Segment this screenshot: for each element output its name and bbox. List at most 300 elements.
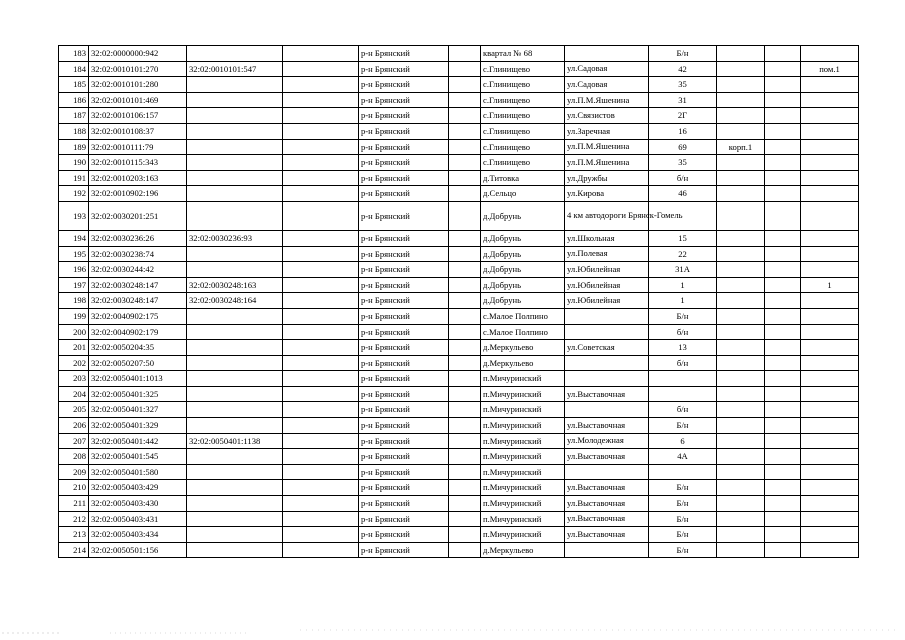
building-cell xyxy=(717,464,765,480)
related-cadastral-number-cell xyxy=(187,449,283,465)
room-cell xyxy=(801,92,859,108)
blank-cell-cell xyxy=(765,496,801,512)
street-cell: ул.Школьная xyxy=(565,230,649,246)
district-cell: р-н Брянский xyxy=(359,324,449,340)
street-cell: ул.Молодежная xyxy=(565,433,649,449)
house-number-cell: 22 xyxy=(649,246,717,262)
table-row xyxy=(59,46,859,62)
locality-cell: с.Глинищево xyxy=(481,139,565,155)
building-cell xyxy=(717,496,765,512)
room-cell xyxy=(801,308,859,324)
blank-cell-cell xyxy=(765,433,801,449)
district-cell: р-н Брянский xyxy=(359,201,449,230)
street-cell: ул.Дружбы xyxy=(565,170,649,186)
street-cell: ул.Садовая xyxy=(565,77,649,93)
building-cell: корп.1 xyxy=(717,139,765,155)
house-number-cell: Б/н xyxy=(649,542,717,558)
district-cell: р-н Брянский xyxy=(359,77,449,93)
house-number-cell: 6 xyxy=(649,433,717,449)
street-cell: ул.Заречная xyxy=(565,123,649,139)
blank-cell-cell xyxy=(765,155,801,171)
blank-cell-cell xyxy=(283,386,359,402)
cadastral-number-cell: 32:02:0040902:179 xyxy=(89,324,187,340)
related-cadastral-number-cell xyxy=(187,139,283,155)
street-cell: ул.Советская xyxy=(565,340,649,356)
table-row xyxy=(59,262,859,278)
cadastral-number-cell: 32:02:0000000:942 xyxy=(89,46,187,62)
house-number-cell: 2Г xyxy=(649,108,717,124)
row-number-cell: 190 xyxy=(59,155,89,171)
blank-cell-cell xyxy=(283,246,359,262)
district-cell: р-н Брянский xyxy=(359,46,449,62)
blank-cell-cell xyxy=(765,527,801,543)
blank-cell-cell xyxy=(449,371,481,387)
blank-cell-cell xyxy=(283,324,359,340)
district-cell: р-н Брянский xyxy=(359,449,449,465)
table-row xyxy=(59,418,859,434)
table-row xyxy=(59,61,859,77)
cadastral-number-cell: 32:02:0040902:175 xyxy=(89,308,187,324)
room-cell xyxy=(801,201,859,230)
locality-cell: п.Мичуринский xyxy=(481,418,565,434)
district-cell: р-н Брянский xyxy=(359,108,449,124)
row-number-cell: 197 xyxy=(59,277,89,293)
cadastral-number-cell: 32:02:0010101:270 xyxy=(89,61,187,77)
blank-cell-cell xyxy=(765,418,801,434)
blank-cell-cell xyxy=(449,293,481,309)
row-number-cell: 201 xyxy=(59,340,89,356)
blank-cell-cell xyxy=(765,402,801,418)
blank-cell-cell xyxy=(449,46,481,62)
building-cell xyxy=(717,293,765,309)
street-cell xyxy=(565,402,649,418)
locality-cell: д.Меркульево xyxy=(481,340,565,356)
row-number-cell: 213 xyxy=(59,527,89,543)
row-number-cell: 189 xyxy=(59,139,89,155)
room-cell xyxy=(801,324,859,340)
blank-cell-cell xyxy=(449,170,481,186)
cadastral-number-cell: 32:02:0010101:280 xyxy=(89,77,187,93)
blank-cell-cell xyxy=(283,527,359,543)
cadastral-number-cell: 32:02:0030236:26 xyxy=(89,230,187,246)
house-number-cell: Б/н xyxy=(649,527,717,543)
street-cell: ул.П.М.Яшенина xyxy=(565,92,649,108)
room-cell xyxy=(801,386,859,402)
blank-cell-cell xyxy=(283,123,359,139)
blank-cell-cell xyxy=(283,108,359,124)
room-cell xyxy=(801,418,859,434)
table-row xyxy=(59,170,859,186)
cadastral-number-cell: 32:02:0050401:580 xyxy=(89,464,187,480)
blank-cell-cell xyxy=(283,511,359,527)
table-row xyxy=(59,449,859,465)
room-cell xyxy=(801,155,859,171)
blank-cell-cell xyxy=(283,139,359,155)
room-cell xyxy=(801,230,859,246)
building-cell xyxy=(717,308,765,324)
street-cell: ул.Выставочная xyxy=(565,386,649,402)
district-cell: р-н Брянский xyxy=(359,527,449,543)
room-cell xyxy=(801,527,859,543)
building-cell xyxy=(717,46,765,62)
blank-cell-cell xyxy=(449,61,481,77)
related-cadastral-number-cell xyxy=(187,186,283,202)
table-row xyxy=(59,186,859,202)
row-number-cell: 194 xyxy=(59,230,89,246)
table-row xyxy=(59,371,859,387)
blank-cell-cell xyxy=(283,92,359,108)
building-cell xyxy=(717,527,765,543)
building-cell xyxy=(717,186,765,202)
street-cell: 4 км автодороги Брянск-Гомель xyxy=(565,201,649,230)
district-cell: р-н Брянский xyxy=(359,418,449,434)
street-cell: ул.Садовая xyxy=(565,61,649,77)
row-number-cell: 192 xyxy=(59,186,89,202)
house-number-cell: 31А xyxy=(649,262,717,278)
house-number-cell: Б/н xyxy=(649,480,717,496)
table-row xyxy=(59,123,859,139)
row-number-cell: 199 xyxy=(59,308,89,324)
street-cell: ул.Выставочная xyxy=(565,449,649,465)
blank-cell-cell xyxy=(449,418,481,434)
locality-cell: д.Добрунь xyxy=(481,230,565,246)
building-cell xyxy=(717,92,765,108)
table-row xyxy=(59,201,859,230)
row-number-cell: 211 xyxy=(59,496,89,512)
related-cadastral-number-cell: 32:02:0030248:163 xyxy=(187,277,283,293)
cadastral-number-cell: 32:02:0030238:74 xyxy=(89,246,187,262)
related-cadastral-number-cell xyxy=(187,262,283,278)
blank-cell-cell xyxy=(449,77,481,93)
building-cell xyxy=(717,123,765,139)
room-cell xyxy=(801,449,859,465)
related-cadastral-number-cell: 32:02:0010101:547 xyxy=(187,61,283,77)
blank-cell-cell xyxy=(283,46,359,62)
house-number-cell: Б/н xyxy=(649,511,717,527)
cadastral-number-cell: 32:02:0010101:469 xyxy=(89,92,187,108)
street-cell xyxy=(565,46,649,62)
blank-cell-cell xyxy=(765,139,801,155)
cadastral-number-cell: 32:02:0050207:50 xyxy=(89,355,187,371)
house-number-cell: Б/н xyxy=(649,418,717,434)
blank-cell-cell xyxy=(283,340,359,356)
cadastral-number-cell: 32:02:0010203:163 xyxy=(89,170,187,186)
locality-cell: д.Меркульево xyxy=(481,355,565,371)
locality-cell: с.Малое Полпино xyxy=(481,308,565,324)
blank-cell-cell xyxy=(449,496,481,512)
row-number-cell: 198 xyxy=(59,293,89,309)
blank-cell-cell xyxy=(449,527,481,543)
blank-cell-cell xyxy=(449,201,481,230)
related-cadastral-number-cell: 32:02:0030248:164 xyxy=(187,293,283,309)
district-cell: р-н Брянский xyxy=(359,340,449,356)
building-cell xyxy=(717,277,765,293)
related-cadastral-number-cell xyxy=(187,386,283,402)
blank-cell-cell xyxy=(449,542,481,558)
blank-cell-cell xyxy=(283,170,359,186)
related-cadastral-number-cell xyxy=(187,496,283,512)
district-cell: р-н Брянский xyxy=(359,496,449,512)
cadastral-number-cell: 32:02:0050401:545 xyxy=(89,449,187,465)
street-cell xyxy=(565,355,649,371)
blank-cell-cell xyxy=(765,230,801,246)
related-cadastral-number-cell xyxy=(187,108,283,124)
table-row xyxy=(59,386,859,402)
house-number-cell: 35 xyxy=(649,77,717,93)
house-number-cell: 16 xyxy=(649,123,717,139)
building-cell xyxy=(717,355,765,371)
blank-cell-cell xyxy=(765,201,801,230)
room-cell xyxy=(801,464,859,480)
district-cell: р-н Брянский xyxy=(359,542,449,558)
blank-cell-cell xyxy=(283,186,359,202)
room-cell xyxy=(801,262,859,278)
building-cell xyxy=(717,324,765,340)
blank-cell-cell xyxy=(283,418,359,434)
row-number-cell: 206 xyxy=(59,418,89,434)
building-cell xyxy=(717,418,765,434)
district-cell: р-н Брянский xyxy=(359,371,449,387)
cadastral-number-cell: 32:02:0050403:430 xyxy=(89,496,187,512)
row-number-cell: 183 xyxy=(59,46,89,62)
related-cadastral-number-cell xyxy=(187,92,283,108)
table-row xyxy=(59,277,859,293)
street-cell: ул.Юбилейная xyxy=(565,293,649,309)
cadastral-number-cell: 32:02:0050501:156 xyxy=(89,542,187,558)
row-number-cell: 202 xyxy=(59,355,89,371)
blank-cell-cell xyxy=(283,61,359,77)
blank-cell-cell xyxy=(765,246,801,262)
blank-cell-cell xyxy=(283,449,359,465)
room-cell xyxy=(801,355,859,371)
blank-cell-cell xyxy=(449,262,481,278)
row-number-cell: 214 xyxy=(59,542,89,558)
blank-cell-cell xyxy=(283,77,359,93)
row-number-cell: 210 xyxy=(59,480,89,496)
cadastral-number-cell: 32:02:0030201:251 xyxy=(89,201,187,230)
street-cell xyxy=(565,464,649,480)
blank-cell-cell xyxy=(765,340,801,356)
room-cell xyxy=(801,340,859,356)
blank-cell-cell xyxy=(765,123,801,139)
table-row xyxy=(59,527,859,543)
locality-cell: п.Мичуринский xyxy=(481,386,565,402)
row-number-cell: 186 xyxy=(59,92,89,108)
table-row xyxy=(59,355,859,371)
street-cell: ул.Кирова xyxy=(565,186,649,202)
blank-cell-cell xyxy=(765,480,801,496)
house-number-cell: 31 xyxy=(649,92,717,108)
room-cell xyxy=(801,433,859,449)
building-cell xyxy=(717,402,765,418)
street-cell: ул.П.М.Яшенина xyxy=(565,155,649,171)
room-cell xyxy=(801,108,859,124)
building-cell xyxy=(717,61,765,77)
room-cell xyxy=(801,123,859,139)
blank-cell-cell xyxy=(765,277,801,293)
related-cadastral-number-cell: 32:02:0050401:1138 xyxy=(187,433,283,449)
blank-cell-cell xyxy=(449,155,481,171)
street-cell: ул.П.М.Яшенина xyxy=(565,139,649,155)
house-number-cell xyxy=(649,464,717,480)
row-number-cell: 196 xyxy=(59,262,89,278)
locality-cell: п.Мичуринский xyxy=(481,480,565,496)
table-row xyxy=(59,433,859,449)
cadastral-number-cell: 32:02:0050401:325 xyxy=(89,386,187,402)
locality-cell: п.Мичуринский xyxy=(481,402,565,418)
registry-rows xyxy=(59,46,859,558)
house-number-cell: 1 xyxy=(649,293,717,309)
related-cadastral-number-cell xyxy=(187,170,283,186)
cadastral-number-cell: 32:02:0010106:157 xyxy=(89,108,187,124)
related-cadastral-number-cell: 32:02:0030236:93 xyxy=(187,230,283,246)
district-cell: р-н Брянский xyxy=(359,61,449,77)
house-number-cell: 69 xyxy=(649,139,717,155)
table-row xyxy=(59,464,859,480)
related-cadastral-number-cell xyxy=(187,123,283,139)
house-number-cell: 42 xyxy=(649,61,717,77)
row-number-cell: 187 xyxy=(59,108,89,124)
related-cadastral-number-cell xyxy=(187,402,283,418)
street-cell: ул.Полевая xyxy=(565,246,649,262)
house-number-cell: б/н xyxy=(649,355,717,371)
room-cell xyxy=(801,511,859,527)
district-cell: р-н Брянский xyxy=(359,139,449,155)
table-row xyxy=(59,293,859,309)
cadastral-number-cell: 32:02:0010115:343 xyxy=(89,155,187,171)
street-cell: ул.Выставочная xyxy=(565,511,649,527)
room-cell xyxy=(801,542,859,558)
room-cell xyxy=(801,496,859,512)
blank-cell-cell xyxy=(765,77,801,93)
row-number-cell: 185 xyxy=(59,77,89,93)
district-cell: р-н Брянский xyxy=(359,170,449,186)
district-cell: р-н Брянский xyxy=(359,293,449,309)
blank-cell-cell xyxy=(765,46,801,62)
room-cell xyxy=(801,77,859,93)
related-cadastral-number-cell xyxy=(187,418,283,434)
row-number-cell: 191 xyxy=(59,170,89,186)
street-cell: ул.Выставочная xyxy=(565,418,649,434)
locality-cell: д.Добрунь xyxy=(481,201,565,230)
building-cell xyxy=(717,201,765,230)
locality-cell: п.Мичуринский xyxy=(481,511,565,527)
building-cell xyxy=(717,386,765,402)
locality-cell: с.Глинищево xyxy=(481,92,565,108)
building-cell xyxy=(717,371,765,387)
table-row xyxy=(59,139,859,155)
blank-cell-cell xyxy=(283,402,359,418)
street-cell: ул.Выставочная xyxy=(565,527,649,543)
locality-cell: п.Мичуринский xyxy=(481,433,565,449)
street-cell: ул.Связистов xyxy=(565,108,649,124)
related-cadastral-number-cell xyxy=(187,308,283,324)
street-cell: ул.Юбилейная xyxy=(565,262,649,278)
cadastral-number-cell: 32:02:0050401:442 xyxy=(89,433,187,449)
building-cell xyxy=(717,155,765,171)
cadastral-number-cell: 32:02:0050403:434 xyxy=(89,527,187,543)
district-cell: р-н Брянский xyxy=(359,480,449,496)
blank-cell-cell xyxy=(765,262,801,278)
cadastral-number-cell: 32:02:0030248:147 xyxy=(89,277,187,293)
blank-cell-cell xyxy=(449,186,481,202)
room-cell: 1 xyxy=(801,277,859,293)
table-row xyxy=(59,77,859,93)
blank-cell-cell xyxy=(449,464,481,480)
room-cell: пом.1 xyxy=(801,61,859,77)
locality-cell: д.Меркульево xyxy=(481,542,565,558)
building-cell xyxy=(717,108,765,124)
district-cell: р-н Брянский xyxy=(359,123,449,139)
blank-cell-cell xyxy=(449,246,481,262)
blank-cell-cell xyxy=(449,449,481,465)
blank-cell-cell xyxy=(449,355,481,371)
row-number-cell: 184 xyxy=(59,61,89,77)
building-cell xyxy=(717,480,765,496)
building-cell xyxy=(717,449,765,465)
house-number-cell: б/н xyxy=(649,324,717,340)
district-cell: р-н Брянский xyxy=(359,355,449,371)
table-row xyxy=(59,92,859,108)
locality-cell: п.Мичуринский xyxy=(481,371,565,387)
row-number-cell: 204 xyxy=(59,386,89,402)
related-cadastral-number-cell xyxy=(187,246,283,262)
locality-cell: с.Глинищево xyxy=(481,77,565,93)
table-row xyxy=(59,340,859,356)
blank-cell-cell xyxy=(765,108,801,124)
district-cell: р-н Брянский xyxy=(359,433,449,449)
related-cadastral-number-cell xyxy=(187,527,283,543)
house-number-cell: 4А xyxy=(649,449,717,465)
building-cell xyxy=(717,511,765,527)
row-number-cell: 203 xyxy=(59,371,89,387)
table-row xyxy=(59,246,859,262)
district-cell: р-н Брянский xyxy=(359,386,449,402)
locality-cell: д.Добрунь xyxy=(481,277,565,293)
street-cell: ул.Выставочная xyxy=(565,480,649,496)
blank-cell-cell xyxy=(449,123,481,139)
blank-cell-cell xyxy=(283,277,359,293)
cadastral-number-cell: 32:02:0050403:431 xyxy=(89,511,187,527)
cadastral-number-cell: 32:02:0010902:196 xyxy=(89,186,187,202)
blank-cell-cell xyxy=(765,92,801,108)
locality-cell: д.Сельцо xyxy=(481,186,565,202)
related-cadastral-number-cell xyxy=(187,46,283,62)
house-number-cell: б/н xyxy=(649,170,717,186)
house-number-cell: 13 xyxy=(649,340,717,356)
house-number-cell: 1 xyxy=(649,277,717,293)
building-cell xyxy=(717,433,765,449)
blank-cell-cell xyxy=(283,308,359,324)
table-row xyxy=(59,496,859,512)
row-number-cell: 200 xyxy=(59,324,89,340)
building-cell xyxy=(717,262,765,278)
district-cell: р-н Брянский xyxy=(359,92,449,108)
blank-cell-cell xyxy=(283,293,359,309)
locality-cell: с.Глинищево xyxy=(481,155,565,171)
district-cell: р-н Брянский xyxy=(359,246,449,262)
blank-cell-cell xyxy=(765,186,801,202)
building-cell xyxy=(717,170,765,186)
locality-cell: с.Глинищево xyxy=(481,123,565,139)
room-cell xyxy=(801,402,859,418)
row-number-cell: 209 xyxy=(59,464,89,480)
locality-cell: д.Добрунь xyxy=(481,246,565,262)
room-cell xyxy=(801,170,859,186)
blank-cell-cell xyxy=(449,308,481,324)
blank-cell-cell xyxy=(765,170,801,186)
blank-cell-cell xyxy=(449,386,481,402)
